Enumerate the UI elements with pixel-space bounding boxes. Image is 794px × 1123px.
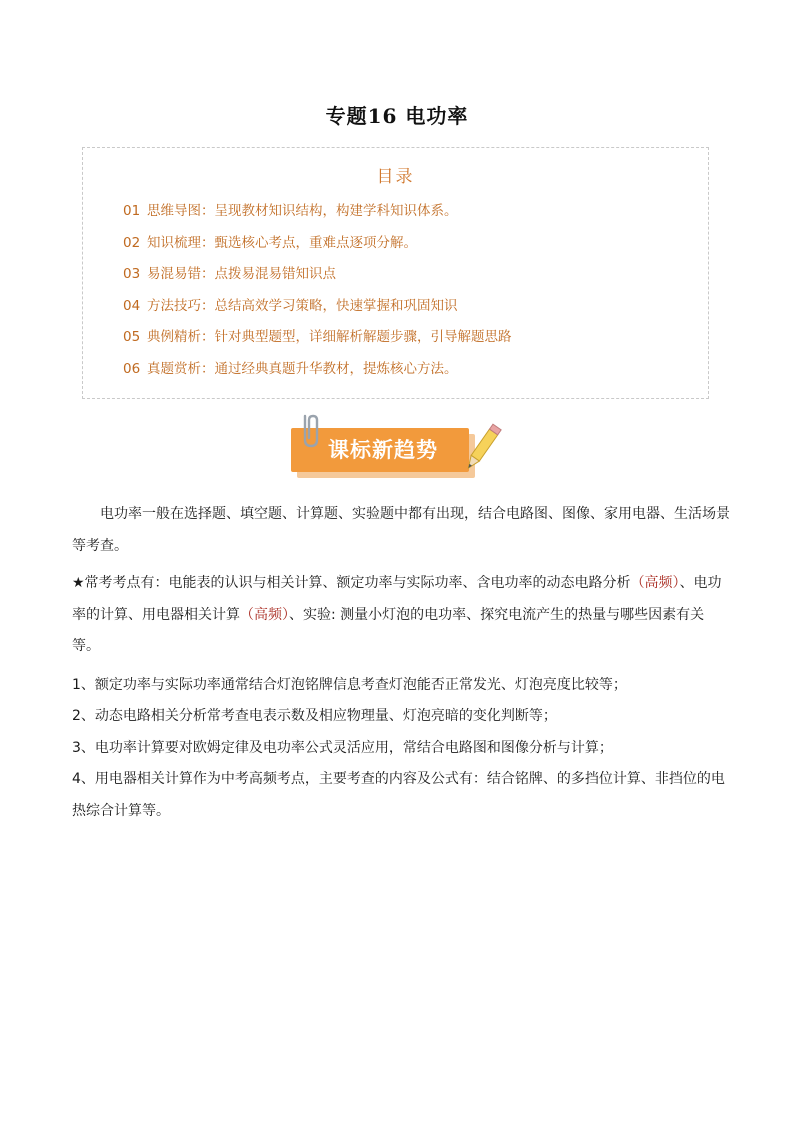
toc-item-text: 易混易错：点拨易混易错知识点: [147, 266, 336, 282]
toc-item-number: 02: [123, 234, 141, 251]
toc-list: [123, 201, 512, 390]
toc-item: [123, 359, 512, 391]
key-points-text: 、实验: 测量小灯泡的电功率、探究电流产生的热量与哪些因素有关等。: [72, 606, 705, 654]
key-points-text: ★常考考点有：电能表的认识与相关计算、额定功率与实际功率、含电功率的动态电路分析: [72, 575, 631, 591]
toc-item: [123, 296, 512, 328]
toc-item-text: 方法技巧：总结高效学习策略，快速掌握和巩固知识: [147, 297, 458, 314]
point-item: 4、用电器相关计算作为中考高频考点，主要考查的内容及公式有：结合铭牌、的多挡位计算、非挡位的电热综合计算等。: [72, 771, 725, 819]
toc-heading: 目录: [376, 167, 415, 187]
page-title: 专题16 电功率: [325, 104, 469, 128]
toc-item-text: 知识梳理：甄选核心考点，重难点逐项分解。: [147, 234, 417, 251]
section-banner: [285, 412, 515, 492]
toc-item-text: 典例精析：针对典型题型，详细解析解题步骤，引导解题思路: [147, 329, 512, 345]
toc-item: [123, 201, 512, 233]
toc-item: [123, 233, 512, 265]
intro-paragraph: 电功率一般在选择题、填空题、计算题、实验题中都有出现，结合电路图、图像、家用电器、生活场景等考查。: [72, 506, 730, 554]
toc-item-number: 05: [123, 329, 141, 345]
toc-item-text: 真题赏析：通过经典真题升华教材，提炼核心方法。: [147, 360, 458, 377]
table-of-contents: [82, 147, 709, 399]
point-item: 2、动态电路相关分析常考查电表示数及相应物理量、灯泡亮暗的变化判断等；: [72, 708, 557, 724]
banner-text: 课标新趋势: [328, 438, 438, 462]
toc-item-number: 01: [123, 203, 141, 219]
toc-item: [123, 264, 512, 296]
toc-item-text: 思维导图：呈现教材知识结构，构建学科知识体系。: [147, 203, 458, 219]
point-item: 3、电功率计算要对欧姆定律及电功率公式灵活应用，常结合电路图和图像分析与计算；: [72, 740, 613, 756]
key-points-text: 、电功率的计算、用电器相关计算: [72, 575, 722, 623]
point-item: 1、额定功率与实际功率通常结合灯泡铭牌信息考查灯泡能否正常发光、灯泡亮度比较等；: [72, 677, 627, 693]
high-frequency-label: （高频）: [240, 606, 289, 623]
toc-item: [123, 327, 512, 359]
high-frequency-label: （高频）: [630, 575, 680, 591]
toc-item-number: 06: [123, 360, 141, 377]
toc-item-number: 04: [123, 297, 141, 314]
key-points-paragraph: [72, 568, 732, 663]
toc-item-number: 03: [123, 266, 141, 282]
